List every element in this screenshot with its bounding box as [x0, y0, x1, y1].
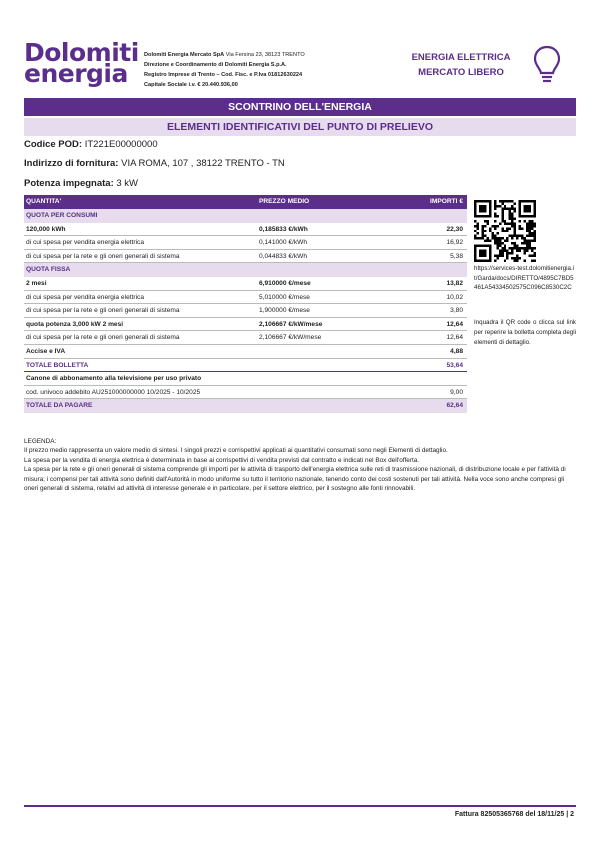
table-row	[24, 223, 467, 237]
row-description: di cui spesa per la rete e gli oneri generali di sistema	[26, 334, 180, 342]
row-amount: 9,00	[450, 388, 463, 396]
row-description: di cui spesa per la rete e gli oneri generali di sistema	[26, 307, 180, 315]
table-row	[24, 345, 467, 359]
company-address: Via Fersina 23, 38123 TRENTO	[224, 52, 305, 58]
row-description: di cui spesa per vendita energia elettrica	[26, 293, 145, 301]
row-amount: 22,30	[446, 225, 463, 233]
qr-link[interactable]: https://services-test.dolomitienergia.it/Garda/docs/DIRETTO/4895C7BD5461A54334502575C096C8530C2C	[474, 265, 575, 292]
company-registry: Registro Imprese di Trento – Cod. Fisc. e P.Iva 01812630224	[144, 72, 303, 78]
power-label: Potenza impegnata:	[24, 178, 114, 189]
table-header	[24, 195, 467, 209]
table-row	[24, 277, 467, 291]
market-label	[396, 50, 526, 80]
table-row	[24, 236, 467, 250]
row-description: 2 mesi	[26, 279, 47, 287]
table-row	[24, 250, 467, 264]
row-description: di cui spesa per la rete e gli oneri generali di sistema	[26, 252, 180, 260]
row-description: di cui spesa per vendita energia elettrica	[26, 239, 145, 247]
header-average-price: PREZZO MEDIO	[259, 198, 310, 205]
row-amount: 62,64	[446, 402, 463, 410]
header-amount: IMPORTI €	[430, 198, 463, 205]
header-quantity: QUANTITA'	[26, 198, 62, 205]
row-amount: 10,02	[446, 293, 463, 301]
row-amount: 53,64	[446, 361, 463, 369]
row-price: 2,106667 €/kW/mese	[259, 334, 322, 342]
company-direction: Direzione e Coordinamento di Dolomiti Energia S.p.A.	[144, 62, 287, 68]
legend-paragraph-3: La spesa per la rete e gli oneri generali di sistema comprende gli importi per le attività di trasporto dell'energia elettrica sulle reti di trasmissione nazionali, di distribuzione locale e per l'attività di misura; i compensi per tali attività sono definiti dall'Autorità in modo uniforme su tutto il territorio nazionale, tenendo conto dei costi sostenuti per tali attività. Nella voce sono anche compresi gli oneri generali di sistema, relativi ad attività di interesse generale e in particolare, per il settore elettrico, per il sostegno alle fonti rinnovabili.	[24, 466, 566, 493]
qr-code-icon[interactable]	[474, 200, 536, 262]
market-line-1: ENERGIA ELETTRICA	[411, 52, 511, 63]
table-body	[24, 209, 467, 413]
row-price: 6,910000 €/mese	[259, 279, 311, 287]
table-row	[24, 304, 467, 318]
row-amount: 16,92	[446, 239, 463, 247]
receipt-title-band: SCONTRINO DELL'ENERGIA	[24, 98, 576, 116]
row-amount: 12,64	[446, 334, 463, 342]
power-line	[24, 178, 138, 189]
table-row	[24, 263, 467, 277]
row-amount: 13,82	[446, 279, 463, 287]
pod-line	[24, 139, 158, 150]
table-row	[24, 318, 467, 332]
pod-label: Codice POD:	[24, 139, 83, 150]
row-price: 1,900000 €/mese	[259, 307, 310, 315]
row-price: 2,106667 €/kW/mese	[259, 320, 323, 328]
company-capital: Capitale Sociale i.v. € 20.440.936,00	[144, 82, 238, 88]
legend-title: LEGENDA:	[24, 438, 57, 445]
row-price: 0,185833 €/kWh	[259, 225, 308, 233]
invoice-footer: Fattura 82505365768 del 18/11/25 | 2	[454, 811, 574, 818]
logo-line-2: energia	[24, 59, 128, 88]
power-value: 3 kW	[113, 178, 139, 189]
legend	[24, 437, 576, 493]
row-price: 0,141000 €/kWh	[259, 239, 308, 247]
row-amount: 12,64	[446, 320, 463, 328]
table-row	[24, 291, 467, 305]
pod-value: IT221E00000000	[82, 139, 158, 150]
identification-subtitle-band: ELEMENTI IDENTIFICATIVI DEL PUNTO DI PRELIEVO	[24, 118, 576, 136]
row-price: 0,044833 €/kWh	[259, 252, 308, 260]
logo-line-1: Dolomiti	[24, 38, 139, 67]
row-price: 5,010000 €/mese	[259, 293, 310, 301]
footer-divider	[24, 805, 576, 807]
company-info	[144, 50, 394, 90]
receipt-table	[24, 195, 467, 413]
company-name: Dolomiti Energia Mercato SpA	[144, 52, 225, 58]
row-description: quota potenza 3,000 kW 2 mesi	[26, 320, 124, 328]
legend-paragraph-1: Il prezzo medio rappresenta un valore medio di sintesi. I singoli prezzi e corrispettivi applicati ai quantitativi consumati sono negli Elementi di dettaglio.	[24, 447, 448, 455]
dolomiti-energia-logo	[24, 38, 139, 88]
row-amount: 3,80	[450, 307, 463, 315]
table-row	[24, 372, 467, 386]
market-line-2: MERCATO LIBERO	[418, 67, 504, 78]
table-row	[24, 209, 467, 223]
qr-instructions: Inquadra il QR code o clicca sul link per reperire la bolletta completa degli elementi di dettaglio.	[474, 319, 576, 346]
row-amount: 5,38	[450, 252, 463, 260]
lightbulb-icon	[532, 44, 562, 86]
table-row	[24, 386, 467, 400]
row-description: TOTALE DA PAGARE	[26, 402, 93, 410]
table-row	[24, 359, 467, 373]
row-description: 120,000 kWh	[26, 225, 66, 233]
row-description: TOTALE BOLLETTA	[26, 361, 89, 369]
address-value: VIA ROMA, 107 , 38122 TRENTO - TN	[118, 158, 285, 169]
row-description: cod. univoco addebito AU251000000000 10/2025 - 10/2025	[26, 388, 201, 396]
table-row	[24, 399, 467, 413]
table-row	[24, 331, 467, 345]
row-description: Canone di abbonamento alla televisione per uso privato	[26, 375, 202, 383]
row-amount: 4,88	[450, 347, 463, 355]
address-label: Indirizzo di fornitura:	[24, 158, 119, 169]
row-description: QUOTA FISSA	[26, 266, 71, 274]
row-description: Accise e IVA	[26, 347, 66, 355]
supply-address-line	[24, 158, 285, 169]
row-description: QUOTA PER CONSUMI	[26, 212, 98, 219]
legend-paragraph-2: La spesa per la vendita di energia elettrica è determinata in base ai corrispettivi di vendita previsti dal contratto e indicati nel Box dell'offerta.	[24, 456, 420, 464]
